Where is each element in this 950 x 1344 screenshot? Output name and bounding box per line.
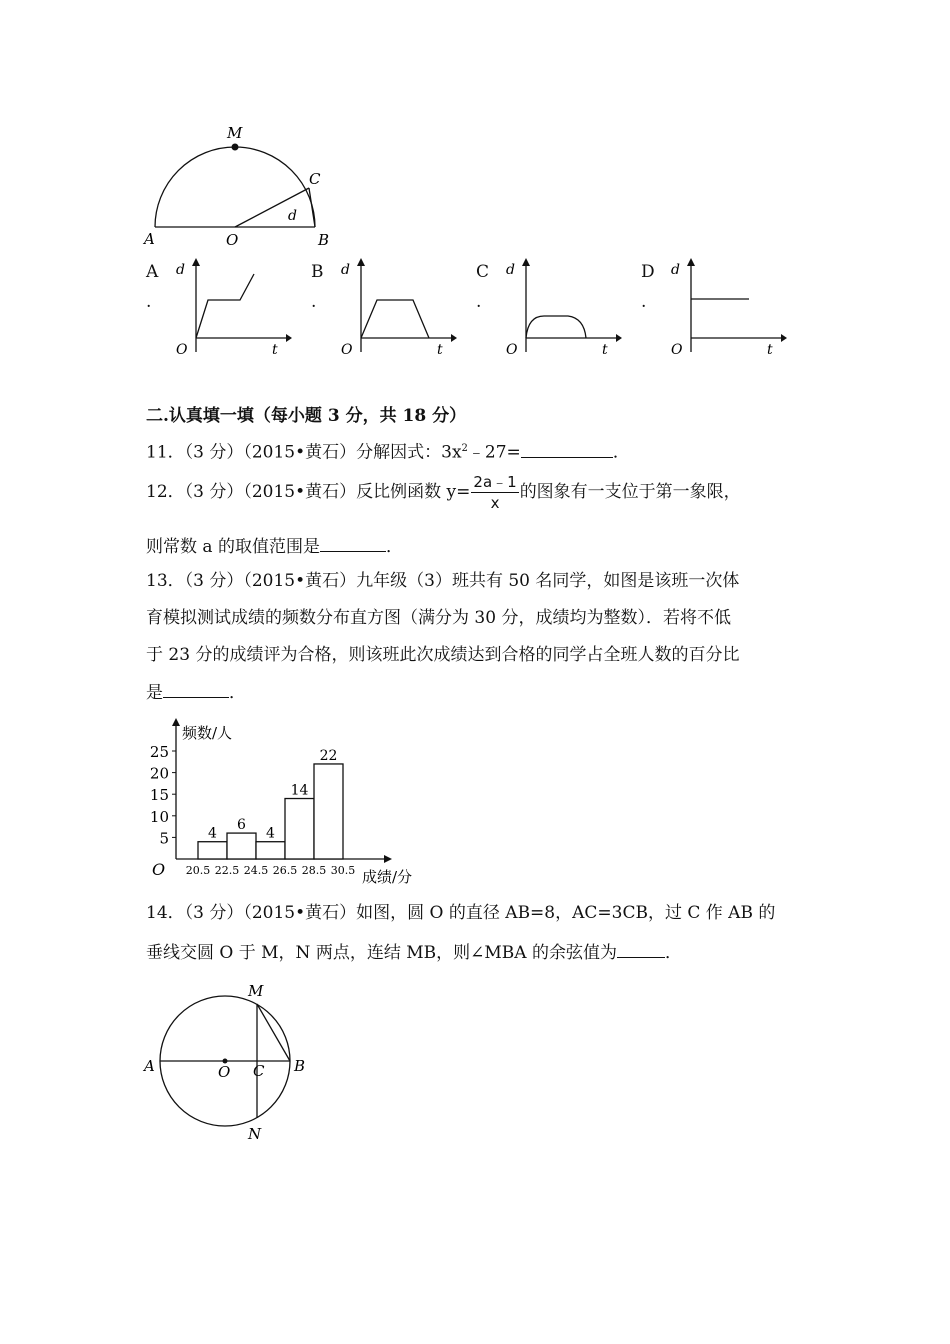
q12-line2-text: 则常数 a 的取值范围是 (146, 537, 320, 557)
bar-value-label: 6 (237, 817, 246, 834)
q12-end: ． (385, 537, 403, 557)
option-b-axis-t: t (437, 342, 443, 356)
q13-line1: 13．（3 分）（2015•黄石）九年级（3）班共有 50 名同学，如图是该班一次体 (146, 571, 740, 591)
q13-line4 (146, 681, 246, 704)
segment-MB (257, 1004, 290, 1061)
q11-answer-blank[interactable] (521, 441, 613, 458)
x-tick-label: 28.5 (301, 864, 327, 877)
y-tick-label: 25 (149, 743, 169, 761)
histogram-bar (256, 842, 285, 859)
x-tick-label: 20.5 (185, 864, 211, 877)
option-c-axis-d: d (506, 262, 515, 278)
y-axis-arrow (172, 718, 180, 726)
q13-answer-blank[interactable] (163, 681, 229, 698)
label-M: M (248, 982, 264, 1000)
option-d-dot: . (641, 292, 647, 312)
bar-value-label: 14 (290, 782, 309, 799)
semicircle-figure (140, 120, 340, 250)
option-b-axis-d: d (341, 262, 350, 278)
y-tick-label: 15 (149, 786, 169, 805)
x-tick-label: 30.5 (330, 864, 356, 877)
option-a-dot: . (146, 292, 152, 312)
label-B: B (318, 231, 330, 249)
option-b-dot: . (311, 292, 317, 312)
origin-label: O (152, 860, 166, 879)
circle-figure (138, 975, 318, 1145)
option-a-origin: O (176, 342, 188, 356)
q14-line2-text: 垂线交圆 O 于 M，N 两点，连结 MB，则∠MBA 的余弦值为 (146, 943, 617, 963)
q12-denominator: x (490, 494, 500, 512)
label-A: A (144, 1057, 155, 1075)
q11-end: ． (612, 442, 630, 463)
q14-end: ． (664, 943, 682, 963)
label-B: B (294, 1057, 306, 1075)
q14-line1: 14．（3 分）（2015•黄石）如图，圆 O 的直径 AB=8，AC=3CB，过 C 作 AB 的 (146, 903, 776, 923)
label-M: M (227, 124, 243, 142)
y-tick-label: 20 (149, 764, 169, 783)
point-M (232, 144, 239, 151)
option-c-graph (498, 256, 623, 356)
option-d-axis-t: t (767, 342, 773, 356)
q11-exponent: 2 (461, 443, 468, 454)
q12-answer-blank[interactable] (320, 535, 386, 552)
q12-fraction (471, 472, 518, 513)
option-c-axis-t: t (602, 342, 608, 356)
y-tick-label: 10 (149, 807, 169, 826)
option-d-origin: O (671, 342, 683, 356)
option-b-curve (361, 300, 429, 338)
label-O: O (226, 231, 239, 249)
chord-CB (309, 188, 315, 227)
radius-OC (235, 188, 309, 227)
x-tick-label: 22.5 (214, 864, 240, 877)
option-d-graph (663, 256, 788, 356)
option-a-axis-d: d (176, 262, 185, 278)
option-c-letter: C (476, 262, 490, 282)
option-b-graph (333, 256, 458, 356)
frequency-histogram (140, 718, 430, 888)
q11-suffix: ﹣27= (467, 442, 521, 463)
histogram-bar (198, 842, 227, 859)
q12-suffix: 的图象有一支位于第一象限， (519, 482, 741, 502)
label-d: d (288, 208, 297, 224)
q14-answer-blank[interactable] (617, 941, 665, 958)
option-c-curve (526, 316, 586, 338)
option-b-letter: B (311, 262, 324, 282)
section-heading: 二.认真填一填（每小题 3 分，共 18 分） (146, 406, 467, 426)
q12-prefix: 12．（3 分）（2015•黄石）反比例函数 y= (146, 482, 471, 502)
option-a-letter: A (146, 262, 159, 282)
histogram-bar (314, 764, 343, 859)
x-axis-label: 成绩/分 (362, 868, 413, 886)
option-c-dot: . (476, 292, 482, 312)
x-tick-label: 26.5 (272, 864, 298, 877)
question-12-line2 (146, 535, 403, 558)
x-tick-label: 24.5 (243, 864, 269, 877)
q13-line3: 于 23 分的成绩评为合格，则该班此次成绩达到合格的同学占全班人数的百分比 (146, 645, 740, 665)
q13-line4-text: 是 (146, 683, 163, 703)
histogram-bar (227, 833, 256, 859)
question-11 (146, 438, 630, 464)
x-axis-arrow (384, 855, 392, 863)
q11-prefix: 11．（3 分）（2015•黄石）分解因式：3x (146, 442, 462, 463)
option-d-letter: D (641, 262, 655, 282)
bar-value-label: 4 (266, 825, 275, 842)
label-A: A (144, 230, 155, 248)
option-c-origin: O (506, 342, 518, 356)
question-12 (146, 472, 741, 513)
q12-numerator: 2a﹣1 (473, 473, 517, 491)
q13-end: ． (229, 683, 246, 703)
y-axis-label: 频数/人 (182, 724, 233, 742)
option-d-axis-d: d (671, 262, 680, 278)
histogram-bar (285, 799, 314, 859)
label-N: N (248, 1125, 262, 1143)
option-a-graph (168, 256, 293, 356)
label-C: C (253, 1062, 265, 1080)
q13-line2: 育模拟测试成绩的频数分布直方图（满分为 30 分，成绩均为整数）．若将不低 (146, 608, 731, 628)
option-b-origin: O (341, 342, 353, 356)
bar-value-label: 4 (208, 825, 217, 842)
bar-value-label: 22 (319, 747, 338, 764)
label-O: O (218, 1063, 231, 1081)
label-C: C (309, 170, 321, 188)
option-a-curve (196, 274, 254, 338)
y-tick-label: 5 (159, 829, 169, 848)
option-a-axis-t: t (272, 342, 278, 356)
q14-line2 (146, 941, 682, 964)
